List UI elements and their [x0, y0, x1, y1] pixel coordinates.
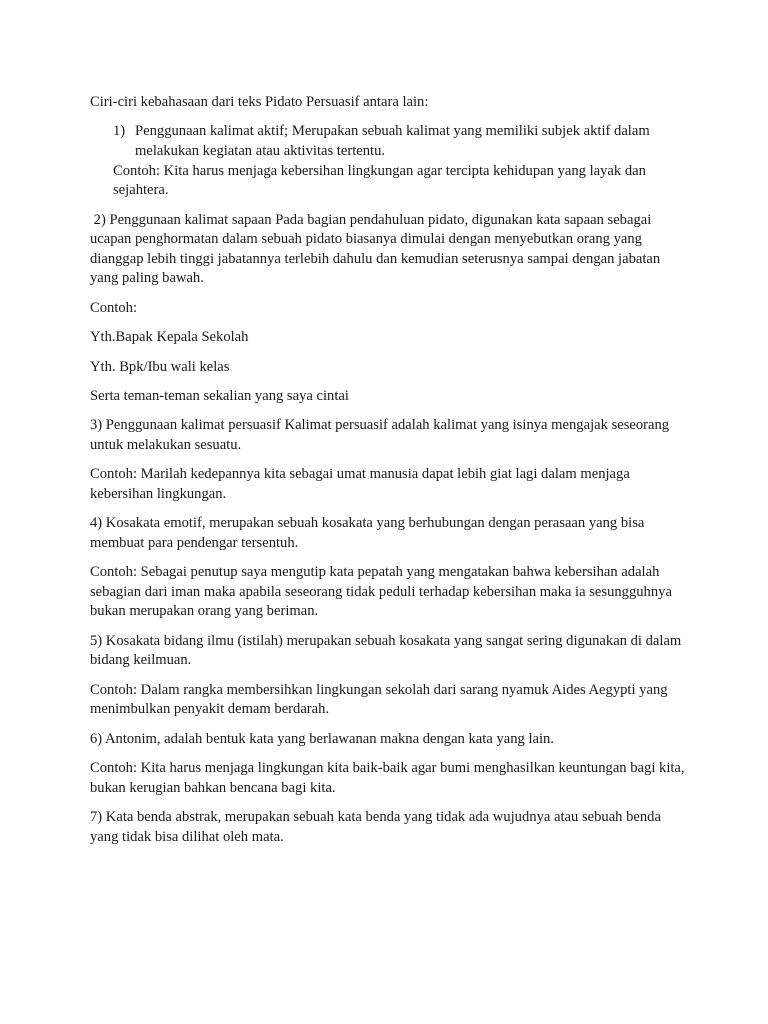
item5-example: Contoh: Dalam rangka membersihkan lingkungan sekolah dari sarang nyamuk Aides Aegypti yang menimbulkan penyakit demam berdarah.: [90, 681, 668, 718]
item1-example: Contoh: Kita harus menjaga kebersihan lingkungan agar tercipta kehidupan yang layak dan sejahtera.: [113, 162, 646, 199]
item4-paragraph: 4) Kosakata emotif, merupakan sebuah kosakata yang berhubungan dengan perasaan yang bisa membuat para pendengar tersentuh.: [90, 515, 645, 551]
item4-example: Contoh: Sebagai penutup saya mengutip kata pepatah yang mengatakan bahwa kebersihan adalah sebagian dari iman maka apabila seseorang tidak peduli terhadap kebersihan maka ia sesungguhnya bukan merupakan orang yang beriman.: [90, 564, 672, 620]
item7-paragraph: 7) Kata benda abstrak, merupakan sebuah kata benda yang tidak ada wujudnya atau sebuah benda yang tidak bisa dilihat oleh mata.: [90, 809, 661, 845]
list-item-text: Penggunaan kalimat aktif; Merupakan sebuah kalimat yang memiliki subjek aktif dalam melakukan kegiatan atau aktivitas tertentu.: [135, 123, 650, 159]
item3-example: Contoh: Marilah kedepannya kita sebagai umat manusia dapat lebih giat lagi dalam menjaga kebersihan lingkungan.: [90, 466, 630, 502]
item2-example-label: Contoh:: [90, 299, 138, 316]
item3-paragraph: 3) Penggunaan kalimat persuasif Kalimat persuasif adalah kalimat yang isinya mengajak seseorang untuk melakukan sesuatu.: [90, 417, 670, 453]
list-number: 1): [113, 123, 126, 140]
item2-example-line-2: Yth. Bpk/Ibu wali kelas: [90, 358, 230, 375]
item2-paragraph: 2) Penggunaan kalimat sapaan Pada bagian pendahuluan pidato, digunakan kata sapaan sebagai ucapan penghormatan dalam sebuah pidato biasanya dimulai dengan menyebutkan orang yang dianggap lebih tinggi jabatannya terlebih dahulu dan kemudian seterusnya sampai dengan jabatan yang paling bawah.: [90, 211, 664, 287]
item2-example-line-1: Yth.Bapak Kepala Sekolah: [90, 329, 249, 346]
item5-paragraph: 5) Kosakata bidang ilmu (istilah) merupakan sebuah kosakata yang sangat sering digunakan di dalam bidang keilmuan.: [90, 632, 682, 669]
item2-example-line-3: Serta teman-teman sekalian yang saya cintai: [90, 387, 349, 404]
intro-paragraph: Ciri-ciri kebahasaan dari teks Pidato Persuasif antara lain:: [90, 94, 429, 110]
list-item-1: [90, 122, 685, 161]
item6-example: Contoh: Kita harus menjaga lingkungan kita baik-baik agar bumi menghasilkan keuntungan bagi kita, bukan kerugian bahkan bencana bagi kita.: [90, 760, 685, 796]
document-page: [90, 93, 685, 857]
item6-paragraph: 6) Antonim, adalah bentuk kata yang berlawanan makna dengan kata yang lain.: [90, 730, 554, 747]
